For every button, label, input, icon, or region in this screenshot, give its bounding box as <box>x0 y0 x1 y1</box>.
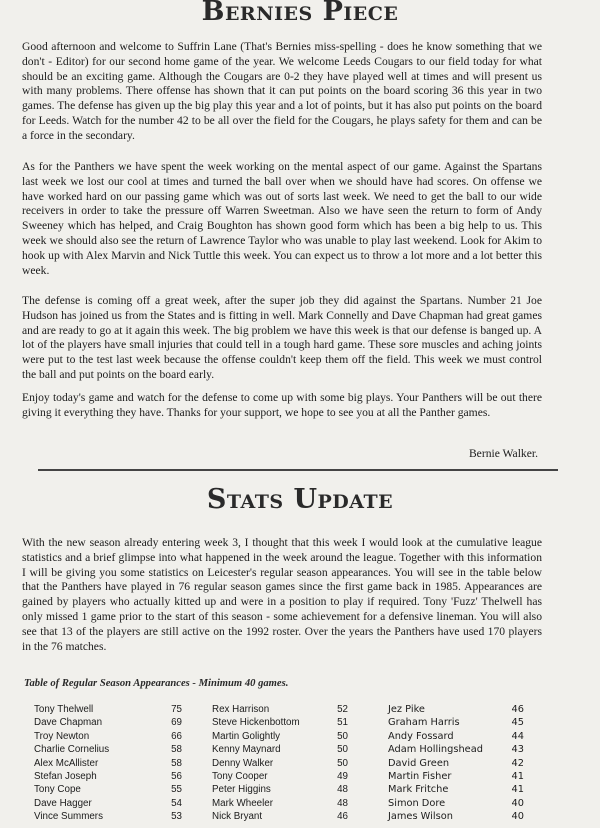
table-row <box>34 770 182 783</box>
player-name: James Wilson <box>388 811 453 823</box>
appearance-count: 44 <box>511 730 524 742</box>
table-row <box>212 730 348 743</box>
table-row <box>388 730 524 743</box>
player-name: Tony Cooper <box>212 770 268 782</box>
appearance-count: 48 <box>337 784 348 796</box>
player-name: Charlie Cornelius <box>34 744 110 756</box>
table-row <box>388 797 524 810</box>
section-divider <box>38 469 558 471</box>
player-name: Nick Bryant <box>212 811 263 823</box>
table-row <box>388 783 524 796</box>
appearances-column <box>34 703 182 824</box>
player-name: Denny Walker <box>212 757 274 769</box>
table-row <box>34 797 182 810</box>
appearance-count: 52 <box>337 704 348 715</box>
appearance-count: 66 <box>171 730 182 742</box>
player-name: Andy Fossard <box>388 730 454 742</box>
appearance-count: 41 <box>511 784 524 796</box>
table-row <box>212 716 348 729</box>
appearance-count: 58 <box>171 757 182 769</box>
player-name: Kenny Maynard <box>212 744 281 756</box>
appearance-count: 46 <box>511 704 524 715</box>
appearance-count: 48 <box>337 797 348 809</box>
bernies-piece-paragraph: As for the Panthers we have spent the week working on the mental aspect of our game. Against the Spartans last week we lost our cool at times and turned the ball over when we should have had scores. On offense we have worked hard on our passing game which was out of sorts last week. We need to get the ball to our wide receivers in order to take the pressure off Warren Sweetman. Also we have seen the return to form of Andy Sweeney which has helped, and Craig Boughton has shown good form which has been a big help to us. This week we should also see the return of Lawrence Taylor who was unable to play last weekend. Look for Akim to hook up with Alex Marvin and Nick Tuttle this week. You can expect us to throw a lot more and a lot better this week. <box>22 160 542 277</box>
appearance-count: 50 <box>337 730 348 742</box>
stats-update-title: Stats Update <box>206 484 394 515</box>
player-name: Mark Wheeler <box>212 797 273 809</box>
player-name: Rex Harrison <box>212 704 270 715</box>
appearance-count: 75 <box>171 704 182 715</box>
player-name: Martin Golightly <box>212 730 281 742</box>
player-name: Stefan Joseph <box>34 770 97 782</box>
player-name: Vince Summers <box>34 811 103 823</box>
table-row <box>212 743 348 756</box>
table-row <box>34 730 182 743</box>
appearance-count: 56 <box>171 770 182 782</box>
table-row <box>388 770 524 783</box>
table-row <box>34 810 182 823</box>
appearance-count: 69 <box>171 717 182 729</box>
table-row <box>212 797 348 810</box>
appearance-count: 46 <box>337 811 348 823</box>
table-row <box>34 743 182 756</box>
table-row <box>34 703 182 716</box>
stats-update-paragraph: With the new season already entering week 3, I thought that this week I would look at the cumulative league statistics and a brief glimpse into what happened in the week around the league. Together with this information I will be giving you some statistics on Leicester's regular season appearances. You will see in the table below that the Panthers have played in 76 regular season games since the first game back in 1985. Appearances are gained by players who actually kitted up and were in a position to play if required. Tony 'Fuzz' Thelwell has only missed 1 game prior to the start of this season - some achievement for a defensive lineman. You will also see that 13 of the players are still active on the 1992 roster. Over the years the Panthers have used 170 players in the 76 matches. <box>22 536 542 653</box>
appearance-count: 49 <box>337 770 348 782</box>
table-row <box>34 716 182 729</box>
table-row <box>212 703 348 716</box>
table-row <box>212 770 348 783</box>
appearance-count: 41 <box>511 770 524 782</box>
bernies-piece-paragraph: Enjoy today's game and watch for the defense to come up with some big plays. Your Panthers will be out there giving it everything they have. Thanks for your support, we hope to see you at all the Panther games. <box>22 391 542 419</box>
table-caption: Table of Regular Season Appearances - Minimum 40 games. <box>24 678 289 689</box>
player-name: Adam Hollingshead <box>388 744 483 756</box>
table-row <box>212 783 348 796</box>
player-name: Troy Newton <box>34 730 90 742</box>
table-row <box>388 757 524 770</box>
player-name: Dave Chapman <box>34 717 103 729</box>
table-row <box>388 743 524 756</box>
table-row <box>34 783 182 796</box>
player-name: Alex McAllister <box>34 757 99 769</box>
player-name: Mark Fritche <box>388 784 449 796</box>
bernies-piece-paragraph: The defense is coming off a great week, after the super job they did against the Spartans. Number 21 Joe Hudson has joined us from the States and is fitting in well. Mark Connelly and Dave Chapman had great games and are ready to go at it again this week. The big problem we have this week is that our defense is banged up. A lot of the players have small injuries that could tell in a tough hard game. These sore muscles and aching joints were put to the test last week because the offense couldn't keep them off the field. This week we must control the ball and put points on the board early. <box>22 294 542 381</box>
appearance-count: 43 <box>511 744 524 756</box>
table-row <box>212 810 348 823</box>
author-signature: Bernie Walker. <box>468 447 538 460</box>
appearance-count: 51 <box>337 717 348 729</box>
table-row <box>212 757 348 770</box>
player-name: Tony Thelwell <box>34 704 94 715</box>
appearances-column <box>388 703 524 824</box>
appearances-column <box>212 703 348 824</box>
appearance-count: 58 <box>171 744 182 756</box>
table-row <box>388 810 524 823</box>
table-row <box>388 716 524 729</box>
player-name: Graham Harris <box>388 717 460 729</box>
bernies-piece-title: Bernies Piece <box>201 0 399 27</box>
table-row <box>34 757 182 770</box>
appearance-count: 53 <box>171 811 182 823</box>
player-name: Martin Fisher <box>388 770 452 782</box>
table-row <box>388 703 524 716</box>
player-name: Jez Pike <box>388 704 425 715</box>
appearance-count: 50 <box>337 744 348 756</box>
player-name: Tony Cope <box>34 784 81 796</box>
player-name: Dave Hagger <box>34 797 92 809</box>
appearance-count: 50 <box>337 757 348 769</box>
appearance-count: 40 <box>511 797 524 809</box>
appearance-count: 42 <box>511 757 524 769</box>
bernies-piece-paragraph: Good afternoon and welcome to Suffrin Lane (That's Bernies miss-spelling - does he know something that we don't - Editor) for our second home game of the year. We welcome Leeds Cougars to our field today for what should be an exciting game. Although the Cougars are 0-2 they have played well at times and will present us with many problems. There offense has shown that it can put points on the board scoring 36 this year in two games. The defense has given up the big play this year and a lot of points, but it has also put points on the board for Leeds. Watch for the number 42 to be all over the field for the Cougars, he plays safety for them and can be a force in the secondary. <box>22 40 542 142</box>
player-name: David Green <box>388 757 450 769</box>
appearance-count: 40 <box>511 811 524 823</box>
player-name: Simon Dore <box>388 797 446 809</box>
player-name: Steve Hickenbottom <box>212 717 300 729</box>
appearance-count: 55 <box>171 784 182 796</box>
appearance-count: 54 <box>171 797 182 809</box>
player-name: Peter Higgins <box>212 784 271 796</box>
appearance-count: 45 <box>511 717 524 729</box>
